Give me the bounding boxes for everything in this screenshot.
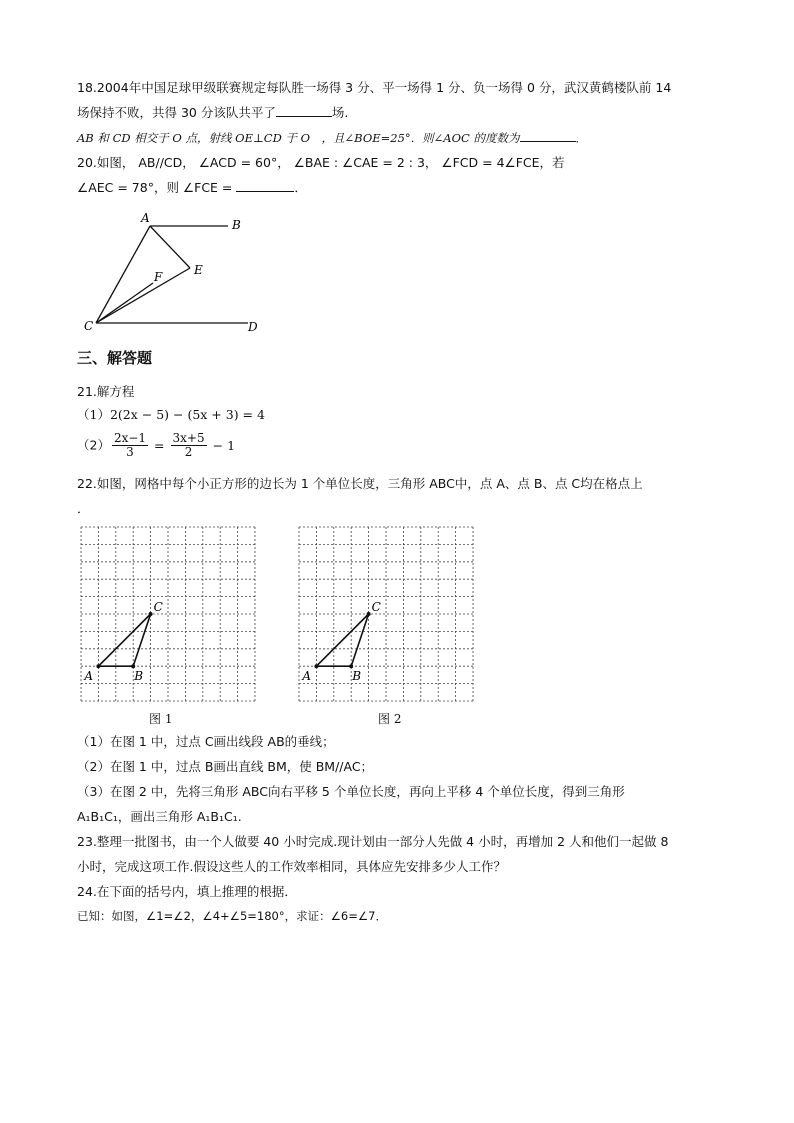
q20-figure — [78, 210, 268, 335]
q24-line1: 24.在下面的括号内，填上推理的根据． — [77, 884, 297, 899]
q20-text: ∠AEC = 78°，则 ∠FCE = — [77, 180, 233, 195]
vertex-point — [314, 664, 318, 668]
q20-answer-blank[interactable] — [236, 179, 294, 192]
q23-line1: 23.整理一批图书，由一个人做要 40 小时完成.现计划由一部分人先做 4 小时，再增加 2 人和他们一起做 8 — [77, 834, 669, 849]
q20-text-tail: ． — [294, 180, 307, 195]
denominator-right: 2 — [184, 445, 193, 459]
q21-equation1: （1）2(2x − 5) − (5x + 3) = 4 — [77, 407, 265, 422]
q21-title: 21.解方程 — [77, 384, 135, 399]
q22-part3-line2: A₁B₁C₁，画出三角形 A₁B₁C₁. — [77, 809, 242, 824]
vertex-point — [131, 664, 135, 668]
q21-part1 — [77, 406, 265, 424]
numerator-right: 3x+5 — [172, 431, 205, 445]
equals-sign: = — [154, 437, 165, 453]
q24-line2: 已知：如图，∠1=∠2，∠4+∠5=180°，求证：∠6=∠7． — [77, 909, 387, 923]
q22-part3-line1: （3）在图 2 中，先将三角形 ABC向右平移 5 个单位长度，再向上平移 4 个单位长度，得到三角形 — [77, 784, 625, 799]
segment-cf — [96, 283, 153, 323]
q19-line — [77, 129, 587, 147]
label-f: F — [154, 270, 163, 284]
vertex-point — [149, 612, 153, 616]
label-b: B — [352, 669, 362, 684]
triangle-abc — [316, 614, 368, 666]
q21-part2-prefix: （2） — [77, 437, 110, 453]
label-b: B — [134, 669, 144, 684]
label-a: A — [141, 211, 150, 225]
q20-line1: 20.如图， AB//CD， ∠ACD = 60°， ∠BAE : ∠CAE = 2 : 3， ∠FCD = 4∠FCE，若 — [77, 155, 565, 170]
equation-tail: − 1 — [212, 437, 236, 453]
label-c: C — [371, 600, 381, 614]
denominator-left: 3 — [126, 445, 134, 459]
segment-ce — [96, 268, 190, 323]
fraction-right — [171, 432, 207, 459]
q21-part2 — [77, 432, 235, 459]
segment-ae — [150, 226, 190, 268]
q18-text: 场保持不败，共得 30 分该队共平了 — [77, 105, 276, 120]
triangle-abc — [98, 614, 150, 666]
numerator-left: 2x−1 — [113, 431, 147, 445]
label-a: A — [84, 669, 94, 684]
vertex-point — [367, 612, 371, 616]
q23-line2: 小时，完成这项工作.假设这些人的工作效率相同，具体应先安排多少人工作？ — [77, 859, 506, 874]
q19-text-tail: ． — [575, 131, 587, 145]
q22-line2: ． — [77, 501, 90, 516]
vertex-point — [96, 664, 100, 668]
grid-figure-2 — [296, 524, 476, 706]
fraction-left — [112, 432, 148, 459]
label-c: C — [84, 319, 94, 333]
figure2-caption: 图 2 — [378, 712, 402, 726]
q22-part1: （1）在图 1 中，过点 C画出线段 AB的垂线； — [77, 734, 335, 749]
label-d: D — [248, 320, 258, 334]
q19-answer-blank[interactable] — [520, 129, 576, 142]
q18-line1: 18.2004年中国足球甲级联赛规定每队胜一场得 3 分、平一场得 1 分、负一场得 0 分，武汉黄鹤楼队前 14 — [77, 80, 672, 95]
q18-answer-blank[interactable] — [276, 104, 332, 117]
vertex-point — [349, 664, 353, 668]
q18-line2 — [77, 104, 348, 122]
segment-ac — [96, 226, 150, 323]
figure1-caption: 图 1 — [149, 712, 173, 726]
q22-line1: 22.如图，网格中每个小正方形的边长为 1 个单位长度，三角形 ABC中，点 A、点 B、点 C均在格点上 — [77, 476, 643, 491]
q20-line2 — [77, 179, 307, 197]
label-a: A — [302, 669, 312, 684]
label-e: E — [194, 263, 203, 277]
label-b: B — [232, 218, 241, 232]
q19-text: AB 和 CD 相交于 O 点，射线 OE⊥CD 于 O ，且∠BOE=25°．则∠AOC 的度数为 — [77, 131, 520, 145]
q22-part2: （2）在图 1 中，过点 B画出直线 BM，使 BM//AC； — [77, 759, 374, 774]
section-title: 三、解答题 — [77, 349, 153, 367]
q18-text-tail: 场. — [331, 105, 349, 120]
grid-figure-1 — [78, 524, 258, 706]
label-c: C — [153, 600, 163, 614]
